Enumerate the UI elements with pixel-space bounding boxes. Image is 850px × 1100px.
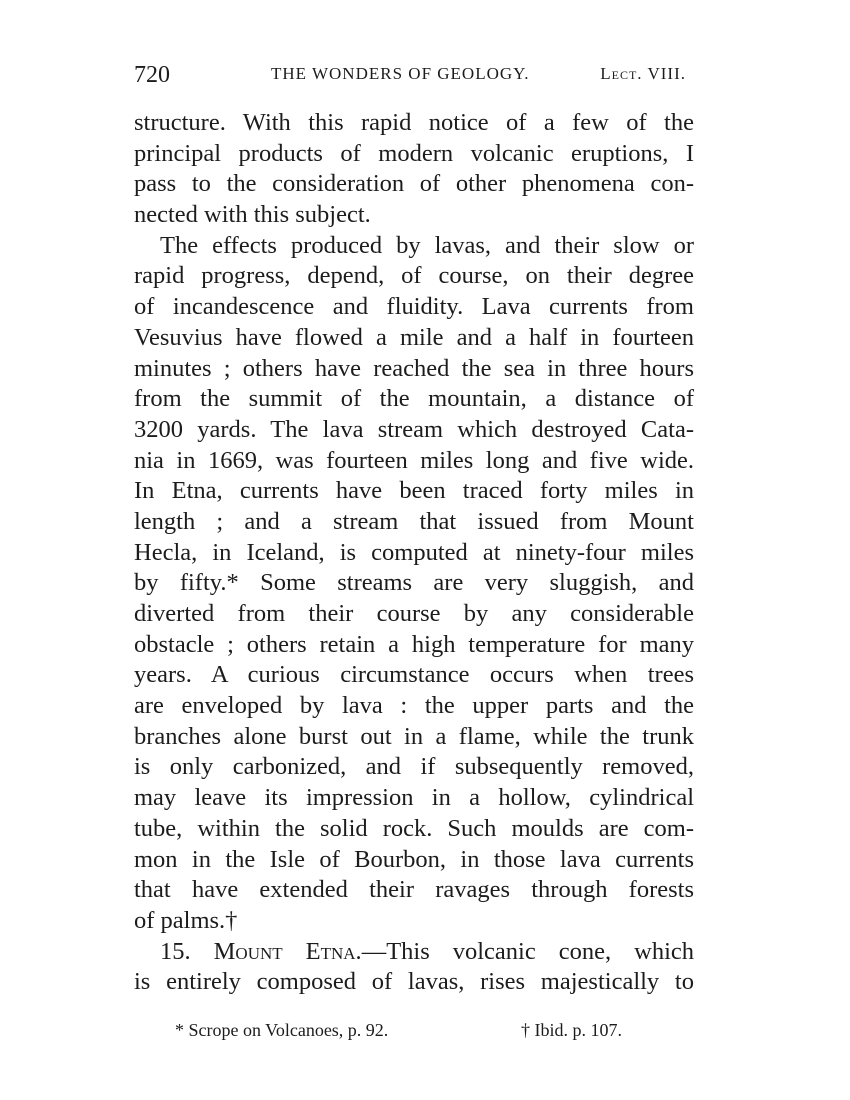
text-line: is entirely composed of lavas, rises majestically to xyxy=(134,968,694,996)
page-number: 720 xyxy=(134,62,170,88)
footnote: * Scrope on Volcanoes, p. 92. xyxy=(175,1020,389,1040)
lecture-label: Lect. VIII. xyxy=(600,64,686,83)
text-line: principal products of modern volcanic eruptions, I xyxy=(134,139,694,167)
text-line: tube, within the solid rock. Such moulds are com- xyxy=(134,814,694,842)
text-line: of palms.† xyxy=(134,906,238,934)
text-line: by fifty.* Some streams are very sluggish, and xyxy=(134,569,694,597)
text-line: of incandescence and fluidity. Lava currents from xyxy=(134,293,694,321)
text-line: obstacle ; others retain a high temperature for many xyxy=(134,630,694,658)
text-line: 3200 yards. The lava stream which destroyed Cata- xyxy=(134,415,694,443)
text-line: In Etna, currents have been traced forty miles in xyxy=(134,477,694,505)
text-line: pass to the consideration of other phenomena con- xyxy=(134,170,694,198)
text-line: minutes ; others have reached the sea in three hours xyxy=(134,354,694,382)
section-number: 15. xyxy=(160,937,191,965)
text-line: structure. With this rapid notice of a few of the xyxy=(134,109,694,136)
text-line: Hecla, in Iceland, is computed at ninety-four miles xyxy=(134,538,694,566)
text-line: are enveloped by lava : the upper parts and the xyxy=(134,692,694,720)
text-line: branches alone burst out in a flame, while the trunk xyxy=(134,722,694,750)
body-text xyxy=(134,108,694,998)
footnotes xyxy=(175,1020,655,1044)
section-text: —This volcanic cone, which xyxy=(361,937,695,965)
text-line: years. A curious circumstance occurs when trees xyxy=(134,661,694,689)
footnote: † Ibid. p. 107. xyxy=(521,1020,622,1040)
text-line: nected with this subject. xyxy=(134,201,371,229)
text-line: may leave its impression in a hollow, cylindrical xyxy=(134,784,694,812)
text-line: The effects produced by lavas, and their slow or xyxy=(160,231,694,259)
section-heading-line xyxy=(134,937,694,968)
text-line: from the summit of the mountain, a distance of xyxy=(134,385,694,413)
text-line: mon in the Isle of Bourbon, in those lava currents xyxy=(134,845,694,873)
running-title: THE WONDERS OF GEOLOGY. xyxy=(271,64,530,83)
text-line: that have extended their ravages through forests xyxy=(134,876,694,904)
text-line: rapid progress, depend, of course, on their degree xyxy=(134,262,694,290)
text-line: is only carbonized, and if subsequently removed, xyxy=(134,753,694,781)
text-line: nia in 1669, was fourteen miles long and five wide. xyxy=(134,446,694,474)
text-line: length ; and a stream that issued from Mount xyxy=(134,507,694,535)
text-line: Vesuvius have flowed a mile and a half in fourteen xyxy=(134,323,694,351)
page-header xyxy=(134,62,686,90)
section-title: Mount Etna. xyxy=(213,937,362,965)
text-line: diverted from their course by any considerable xyxy=(134,600,694,627)
